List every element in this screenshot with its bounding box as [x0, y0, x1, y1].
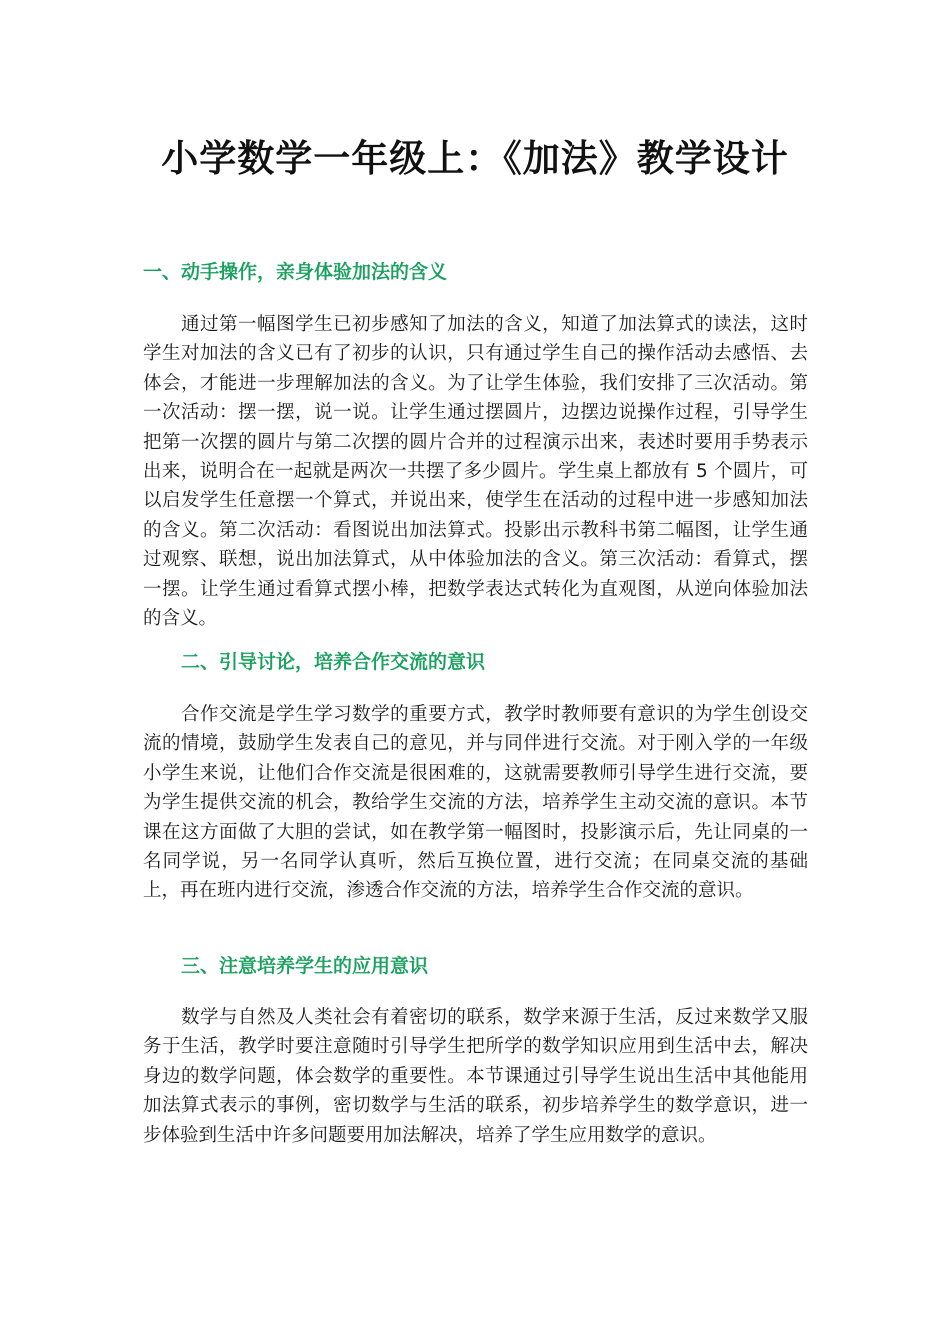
section-heading-2: 二、引导讨论，培养合作交流的意识 — [181, 651, 486, 673]
section-paragraph-2: 合作交流是学生学习数学的重要方式，教学时教师要有意识的为学生创设交流的情境，鼓励学生发表自己的意见，并与同伴进行交流。对于刚入学的一年级小学生来说，让他们合作交流是很困难的，这就需要教师引导学生进行交流，要为学生提供交流的机会，教给学生交流的方法，培养学生主动交流的意识。本节课在这方面做了大胆的尝试，如在教学第一幅图时，投影演示后，先让同桌的一名同学说，另一名同学认真听，然后互换位置，进行交流；在同桌交流的基础上，再在班内进行交流，渗透合作交流的方法，培养学生合作交流的意识。 — [143, 704, 808, 902]
section-paragraph-3: 数学与自然及人类社会有着密切的联系，数学来源于生活，反过来数学又服务于生活，教学时要注意随时引导学生把所学的数学知识应用到生活中去，解决身边的数学问题，体会数学的重要性。本节课通过引导学生说出生活中其他能用加法算式表示的事例，密切数学与生活的联系，初步培养学生的数学意识，进一步体验到生活中许多问题要用加法解决，培养了学生应用数学的意识。 — [143, 1007, 808, 1146]
document-title: 小学数学一年级上：《加法》教学设计 — [161, 137, 789, 180]
section-paragraph-1: 通过第一幅图学生已初步感知了加法的含义，知道了加法算式的读法，这时学生对加法的含义已有了初步的认识，只有通过学生自己的操作活动去感悟、去体会，才能进一步理解加法的含义。为了让学生体验，我们安排了三次活动。第一次活动：摆一摆，说一说。让学生通过摆圆片，边摆边说操作过程，引导学生把第一次摆的圆片与第二次摆的圆片合并的过程演示出来，表述时要用手势表示出来，说明合在一起就是两次一共摆了多少圆片。学生桌上都放有 5 个圆片，可以启发学生任意摆一个算式，并说出来，使学生在活动的过程中进一步感知加法的含义。第二次活动：看图说出加法算式。投影出示教科书第二幅图，让学生通过观察、联想，说出加法算式，从中体验加法的含义。第三次活动：看算式，摆一摆。让学生通过看算式摆小棒，把数学表达式转化为直观图，从逆向体验加法的含义。 — [143, 314, 808, 630]
section-heading-1: 一、动手操作，亲身体验加法的含义 — [143, 261, 448, 283]
section-heading-3: 三、注意培养学生的应用意识 — [181, 955, 429, 977]
